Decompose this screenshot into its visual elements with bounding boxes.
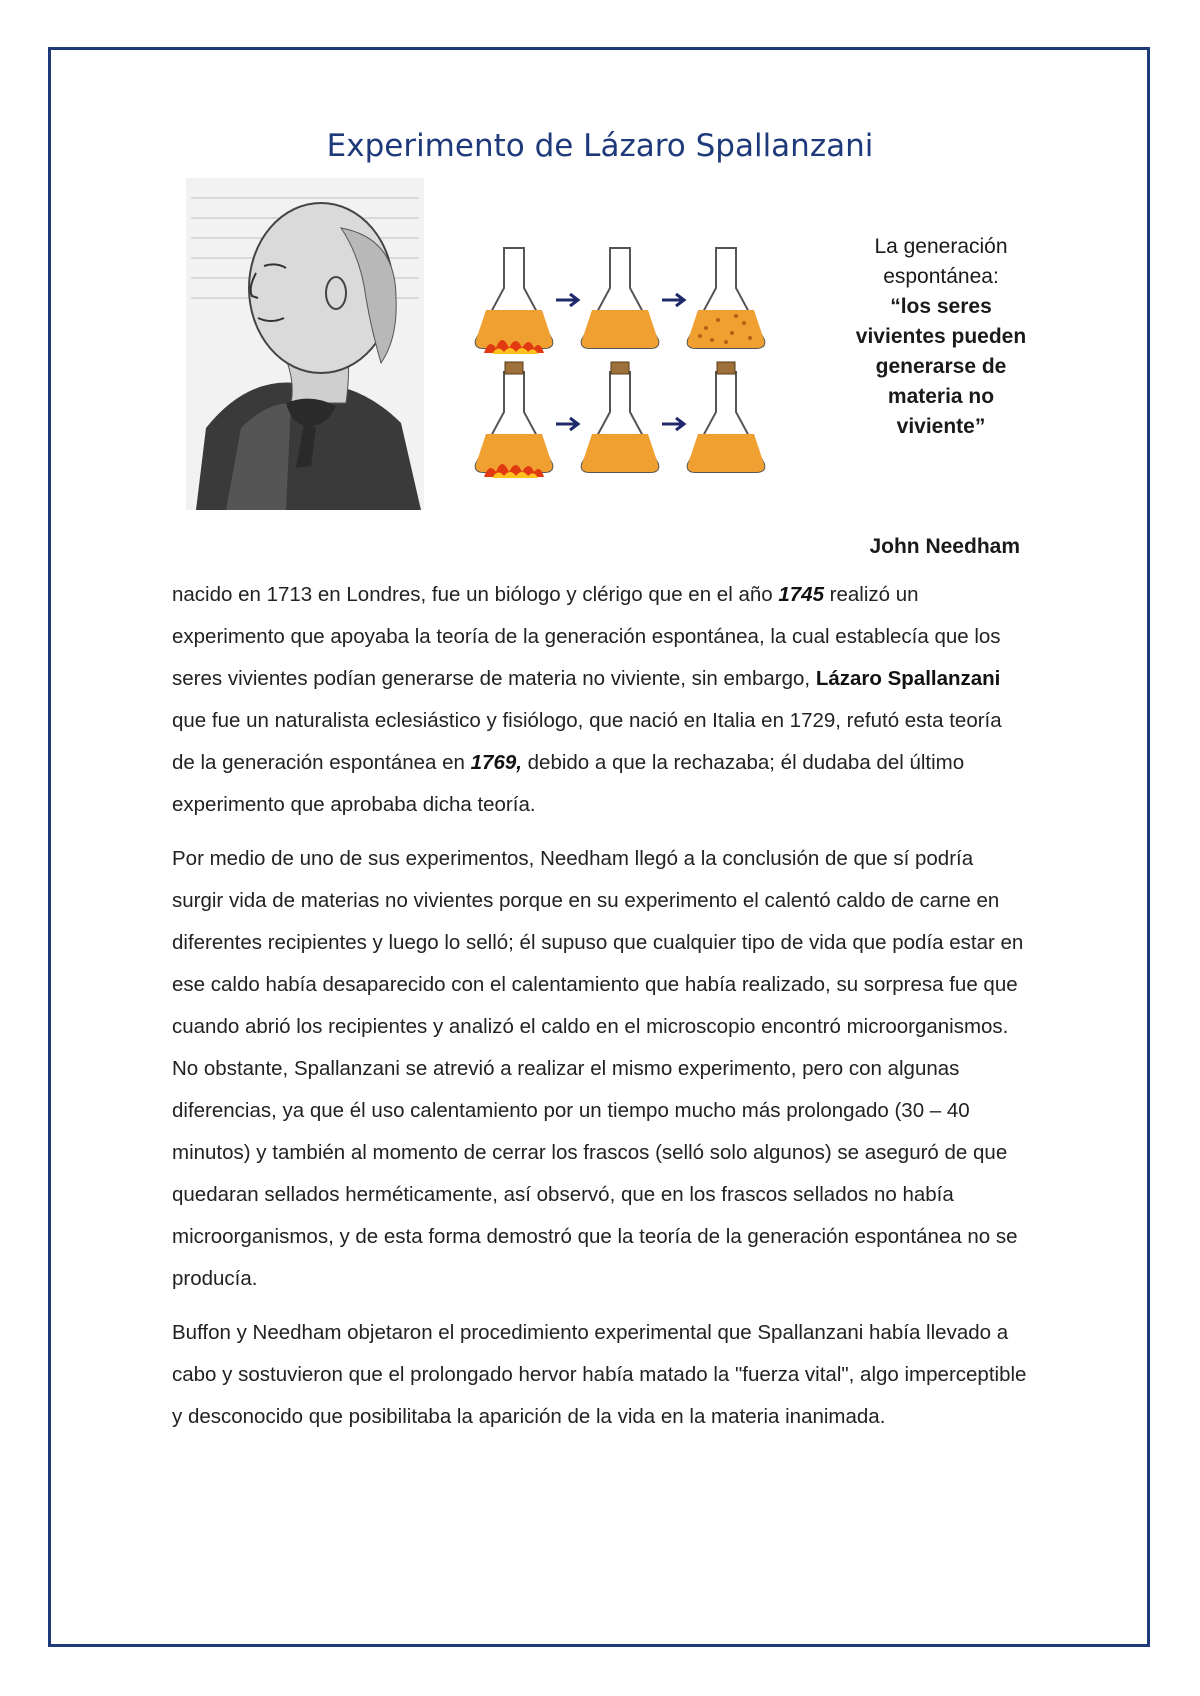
paragraph-1: nacido en 1713 en Londres, fue un biólogo y clérigo que en el año 1745 realizó un experimento que apoyaba la teoría de la generación espontánea, la cual establecía que los seres vivientes podían generarse de materia no viviente, sin embargo, Lázaro Spallanzani que fue un naturalista eclesiástico y fisiólogo, que nació en Italia en 1729, refutó esta teoría de la generación espontánea en 1769, debido a que la rechazaba; él dudaba del último experimento que aprobaba dicha teoría. [172,583,1002,816]
spallanzani-portrait [186,178,424,510]
paragraph-3: Buffon y Needham objetaron el procedimiento experimental que Spallanzani había llevado a cabo y sostuvieron que el prolongado hervor había matado la "fuerza vital", algo imperceptible y desconocido que posibilitaba la aparición de la vida en la materia inanimada. [172,1321,1027,1428]
article-body [172,574,1030,1450]
paragraph-2: Por medio de uno de sus experimentos, Needham llegó a la conclusión de que sí podría surgir vida de materias no vivientes porque en su experimento el calentó caldo de carne en diferentes recipientes y luego lo selló; él supuso que cualquier tipo de vida que podía estar en ese caldo había desaparecido con el calentamiento que había realizado, su sorpresa fue que cuando abrió los recipientes y analizó el caldo en el microscopio encontró microorganismos. No obstante, Spallanzani se atrevió a realizar el mismo experimento, pero con algunas diferencias, ya que él uso calentamiento por un tiempo mucho más prolongado (30 – 40 minutos) y también al momento de cerrar los frascos (selló solo algunos) se aseguró de que quedaran sellados herméticamente, así observó, que en los frascos sellados no había microorganismos, y de esta forma demostró que la teoría de la generación espontánea no se producía. [172,847,1024,1290]
page-title: Experimento de Lázaro Spallanzani [326,128,874,164]
arrow-icon [662,294,684,306]
spallanzani-name: Lázaro Spallanzani [815,667,1001,690]
caption-quote: “los seres vivientes pueden generarse de materia no viviente” [855,295,1027,438]
year-1745: 1745 [778,583,824,606]
flask-experiment-diagram [472,244,800,482]
arrow-icon [556,294,578,306]
generation-caption [846,232,1036,442]
section-heading: John Needham [869,535,1020,558]
arrow-icon [662,418,684,430]
arrow-icon [556,418,578,430]
caption-label: La generación espontánea: [874,235,1008,288]
year-1769: 1769, [470,751,522,774]
